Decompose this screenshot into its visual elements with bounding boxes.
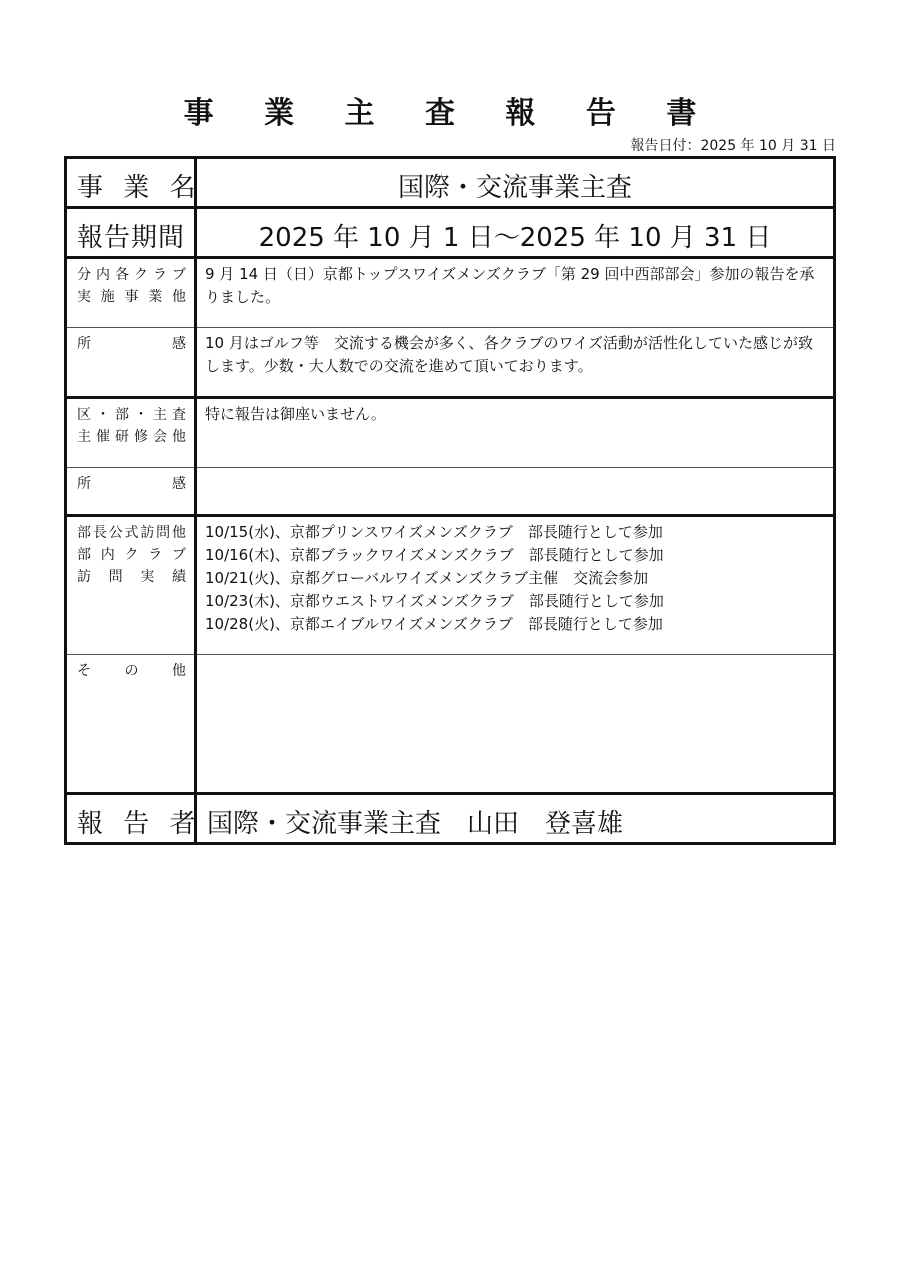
project-name-value: 国際・交流事業主査 bbox=[397, 173, 632, 203]
report-date: 報告日付：2025 年 10 月 31 日 bbox=[630, 138, 836, 154]
other-label: そ の 他 bbox=[77, 663, 186, 679]
impression-1-label: 所 感 bbox=[77, 336, 186, 352]
visits-label: 部長公式訪問他 部内クラブ 訪問実績 bbox=[77, 525, 186, 585]
visit-item: 10/16(木)、京都ブラックワイズメンズクラブ 部長随行として参加 bbox=[205, 546, 664, 564]
reporter-value: 国際・交流事業主査 山田 登喜雄 bbox=[207, 809, 624, 839]
row-other bbox=[66, 655, 835, 794]
row-visits bbox=[66, 516, 835, 655]
project-name-label: 事 業 名 bbox=[77, 173, 202, 203]
district-value: 特に報告は御座いません。 bbox=[205, 405, 386, 423]
visits-list bbox=[197, 517, 833, 636]
impression-1-value: 10 月はゴルフ等 交流する機会が多く、各クラブのワイズ活動が活性化していた感じが致します。少数・大人数での交流を進めて頂いております。 bbox=[205, 334, 813, 375]
visit-item: 10/23(木)、京都ウエストワイズメンズクラブ 部長随行として参加 bbox=[205, 592, 664, 610]
row-district bbox=[66, 398, 835, 468]
period-label: 報告期間 bbox=[77, 223, 186, 253]
period-value: 2025 年 10 月 1 日〜2025 年 10 月 31 日 bbox=[258, 223, 772, 253]
row-club-events bbox=[66, 258, 835, 328]
club-events-label: 分内各クラブ 実施事業他 bbox=[77, 267, 186, 305]
row-impression-2 bbox=[66, 468, 835, 516]
document-title: 事 業 主 査 報 告 書 bbox=[183, 96, 717, 131]
visit-item: 10/28(火)、京都エイブルワイズメンズクラブ 部長随行として参加 bbox=[205, 615, 663, 633]
visit-item: 10/21(火)、京都グローバルワイズメンズクラブ主催 交流会参加 bbox=[205, 569, 649, 587]
impression-2-value bbox=[197, 468, 833, 472]
club-events-value: 9 月 14 日（日）京都トップスワイズメンズクラブ「第 29 回中西部部会」参加の報告を承りました。 bbox=[205, 265, 815, 306]
row-reporter bbox=[66, 794, 835, 844]
row-impression-1 bbox=[66, 328, 835, 398]
reporter-label: 報 告 者 bbox=[77, 809, 202, 839]
row-project-name bbox=[66, 158, 835, 208]
row-period bbox=[66, 208, 835, 258]
report-table bbox=[64, 156, 836, 845]
district-label: 区・部・主査 主催研修会他 bbox=[77, 407, 186, 445]
visit-item: 10/15(水)、京都プリンスワイズメンズクラブ 部長随行として参加 bbox=[205, 523, 663, 541]
impression-2-label: 所 感 bbox=[77, 476, 186, 492]
other-value bbox=[197, 655, 833, 659]
